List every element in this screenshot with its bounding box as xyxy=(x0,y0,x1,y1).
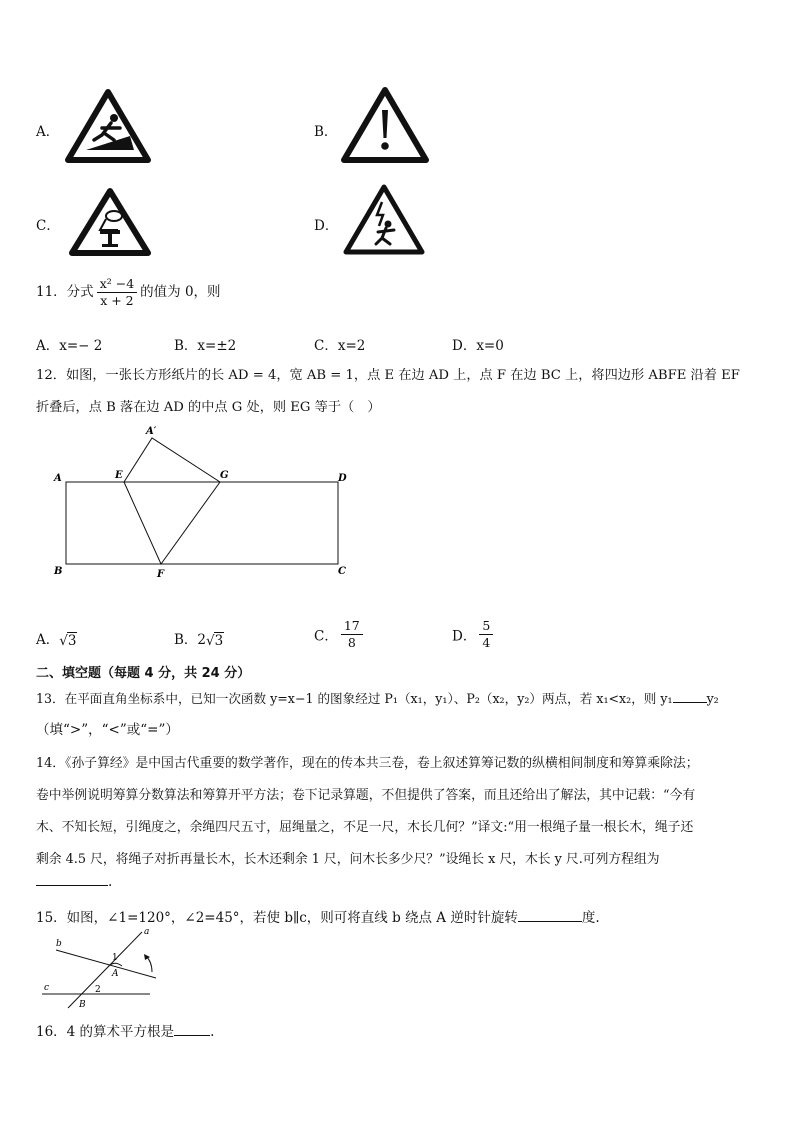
q14-line-5 xyxy=(36,874,112,890)
aerial-hazard-warning-icon xyxy=(66,186,154,258)
q14-line-4: 剩余 4.5 尺，将绳子对折再量长木，长木还剩余 1 尺，问木长多少尺？”设绳长 x 尺，木长 y 尺.可列方程组为 xyxy=(36,852,660,867)
question-16 xyxy=(36,1020,214,1040)
q13-text-b: y₂ xyxy=(706,691,719,706)
question-11 xyxy=(36,276,221,309)
option-b-label: B． xyxy=(314,124,338,140)
label-line-a: a xyxy=(144,927,150,937)
q12-option-a: A．√3 xyxy=(36,632,77,649)
q12-option-c-denominator: 8 xyxy=(347,635,356,650)
q12-option-d-denominator: 4 xyxy=(482,635,491,650)
option-a-label: A． xyxy=(36,124,60,140)
q11-option-d: D．x=0 xyxy=(452,338,504,354)
label-a-prime: A′ xyxy=(146,426,157,437)
label-e: E xyxy=(115,470,123,481)
electric-shock-warning-icon xyxy=(342,182,426,258)
q12-option-d-label: D． xyxy=(452,628,477,645)
option-d-label: D． xyxy=(314,218,339,234)
q15-answer-blank[interactable] xyxy=(518,921,582,922)
label-line-c: c xyxy=(44,983,50,993)
q12-option-c-numerator: 17 xyxy=(341,618,363,635)
label-b: B xyxy=(54,566,63,577)
label-d: D xyxy=(338,473,347,484)
q13-line-2: （填“>”，“<”或“=”） xyxy=(36,722,179,738)
q12-line-1: 12．如图，一张长方形纸片的长 AD = 4，宽 AB = 1，点 E 在边 AD 上，点 F 在边 BC 上，将四边形 ABFE 沿着 EF xyxy=(36,368,740,383)
q15-lines-figure xyxy=(36,924,168,1012)
q12-option-d-numerator: 5 xyxy=(479,618,493,635)
q11-fraction xyxy=(97,276,137,309)
label-f: F xyxy=(157,569,165,580)
q12-folding-figure xyxy=(48,420,358,585)
q11-prefix: 11．分式 xyxy=(36,284,94,300)
q12-option-d xyxy=(452,618,496,651)
label-g: G xyxy=(220,470,229,481)
q12-option-a-radicand: 3 xyxy=(67,632,77,649)
label-point-b: B xyxy=(79,1000,86,1010)
q14-answer-blank[interactable] xyxy=(36,885,108,886)
q16-answer-blank[interactable] xyxy=(174,1035,210,1036)
exclamation-warning-icon xyxy=(340,86,430,164)
q15-text-b: 度. xyxy=(581,910,600,926)
q14-line-2: 卷中举例说明筹算分数算法和筹算开平方法；卷下记录算题，不但提供了答案，而且还给出了解法，其中记载：“今有 xyxy=(36,788,696,803)
q11-option-c: C．x=2 xyxy=(314,338,366,354)
q11-option-a: A．x=− 2 xyxy=(36,338,103,354)
q12-option-b-radicand: 3 xyxy=(214,632,224,649)
question-15 xyxy=(36,906,600,926)
q12-option-a-label: A． xyxy=(36,632,60,648)
q14-line-1: 14．《孙子算经》是中国古代重要的数学著作，现在的传本共三卷，卷上叙述算筹记数的纵横相间制度和筹算乘除法； xyxy=(36,756,699,771)
q16-text-b: . xyxy=(210,1024,215,1040)
q13-line-1 xyxy=(36,688,719,707)
label-point-a: A xyxy=(112,969,119,979)
q12-option-b-label: B． xyxy=(174,632,198,648)
label-angle-2: 2 xyxy=(95,985,101,995)
q14-line-3: 木、不知长短，引绳度之，余绳四尺五寸，屈绳量之，不足一尺，木长几何？”译文:“用一根绳子量一根长木，绳子还 xyxy=(36,820,694,835)
q11-frac-denominator: x + 2 xyxy=(100,293,134,308)
section-2-heading: 二、填空题（每题 4 分，共 24 分） xyxy=(36,666,251,681)
q13-answer-blank[interactable] xyxy=(673,702,707,703)
q13-text-a: 13．在平面直角坐标系中，已知一次函数 y=x−1 的图象经过 P₁（x₁，y₁）、P₂（x₂，y₂）两点，若 x₁<x₂，则 y₁ xyxy=(36,691,673,706)
label-c: C xyxy=(338,566,346,577)
q14-end: . xyxy=(108,874,113,890)
q11-frac-numerator: x² −4 xyxy=(97,276,137,293)
q12-option-c-label: C． xyxy=(314,628,338,645)
label-angle-1: 1 xyxy=(112,953,118,963)
label-line-b: b xyxy=(56,939,62,949)
q12-option-b-coefficient: 2 xyxy=(197,632,207,648)
label-a: A xyxy=(54,473,62,484)
q11-suffix: 的值为 0，则 xyxy=(140,284,221,300)
option-c-label: C． xyxy=(36,218,60,234)
q12-line-2: 折叠后，点 B 落在边 AD 的中点 G 处，则 EG 等于（ ） xyxy=(36,400,381,415)
q11-option-b: B．x=±2 xyxy=(174,338,237,354)
q15-text-a: 15．如图，∠1=120°，∠2=45°，若使 b∥c，则可将直线 b 绕点 A 逆时针旋转 xyxy=(36,910,518,926)
slippery-ramp-warning-icon xyxy=(64,88,152,164)
q12-option-b: B．2√3 xyxy=(174,632,224,649)
q12-option-c xyxy=(314,618,366,651)
q16-text-a: 16．4 的算术平方根是 xyxy=(36,1024,175,1040)
